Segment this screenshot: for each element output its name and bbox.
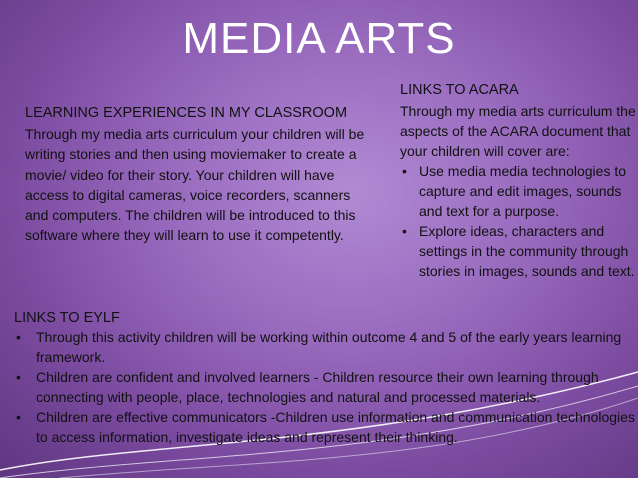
slide-title: MEDIA ARTS	[182, 14, 456, 63]
list-item: • Children are effective communicators -Children use information and communication technologies to access information, investigate ideas and represent their thinking.	[16, 409, 635, 445]
acara-section	[400, 82, 638, 281]
list-item: • Through this activity children will be working within outcome 4 and 5 of the early years learning framework.	[16, 329, 622, 365]
acara-list	[400, 161, 638, 281]
eylf-list	[14, 327, 636, 447]
learning-experiences-body: Through my media arts curriculum your children will be writing stories and then using moviemaker to create a movie/ video for their story. Your children will have access to digital cameras, voice recorders, scanners and computers. The children will be introduced to this software where they will learn to use it competently.	[25, 126, 365, 244]
list-item: • Children are confident and involved learners - Children resource their own learning through connecting with people, place, technologies and natural and processed materials.	[16, 369, 599, 405]
list-item: • Use media media technologies to capture and edit images, sounds and text for a purpose.	[402, 163, 627, 219]
bullet-icon: •	[402, 163, 407, 179]
eylf-heading: LINKS TO EYLF	[14, 310, 120, 326]
bullet-icon: •	[16, 409, 21, 425]
learning-experiences-heading: LEARNING EXPERIENCES IN MY CLASSROOM	[25, 105, 348, 121]
acara-heading: LINKS TO ACARA	[400, 82, 519, 98]
eylf-section	[14, 310, 636, 447]
bullet-icon: •	[16, 369, 21, 385]
bullet-icon: •	[16, 329, 21, 345]
list-item: • Explore ideas, characters and settings in the community through stories in images, sounds and text.	[402, 223, 635, 279]
acara-intro: Through my media arts curriculum the aspects of the ACARA document that your children will cover are:	[400, 103, 636, 159]
learning-experiences-section	[25, 105, 365, 246]
bullet-icon: •	[402, 223, 407, 239]
